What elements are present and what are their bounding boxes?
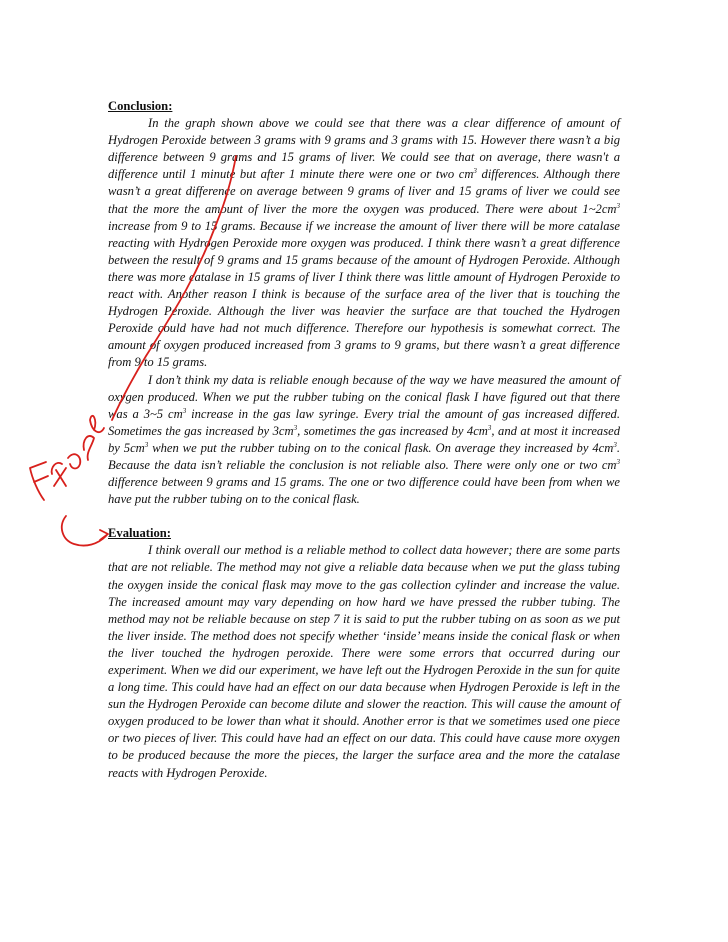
document-body bbox=[108, 98, 620, 782]
superscript: 3 bbox=[182, 406, 187, 415]
text-run: I don’t think my data is reliable enough because of the way we have measured the amount of oxygen produced. When we put the rubber tubing on the conical flask I have figured out that there was a 3~5 cm bbox=[108, 372, 620, 421]
superscript: 3 bbox=[293, 423, 298, 432]
text-run: increase in the gas law syringe. Every trial the amount of gas increased differed. Sometimes the gas increased by 3cm bbox=[108, 406, 620, 438]
arrow-stroke bbox=[62, 516, 108, 546]
text-run: when we put the rubber tubing on to the conical flask. On average they increased by 4cm bbox=[148, 440, 614, 455]
text-run: . Because the data isn’t reliable the conclusion is not reliable also. There were only one or two cm bbox=[108, 440, 620, 472]
evaluation-paragraph: I think overall our method is a reliable method to collect data however; there are some parts that are not reliable. The method may not give a reliable data because when we put the glass tubing the oxygen inside the conical flask may move to the gas collection cylinder and increase the value. The increased amount may vary depending on how hard we have pressed the rubber tubing. The method may not be reliable because on step 7 it is said to put the rubber tubing on as soon as we put the liver inside. The method does not specify whether ‘inside’ means inside the conical flask or when the liver touched the hydrogen peroxide. There were some errors that occurred during our experiment. When we did our experiment, we have left out the Hydrogen Peroxide in the sun for quite a long time. This could have had an effect on our data because when Hydrogen Peroxide is left in the sun the Hydrogen Peroxide can become dilute and slower the reaction. This will cause the amount of oxygen produced to be lower than what it should. Another error is that we sometimes used one piece or two pieces of liver. This could have had an effect on our data. This could have cause more oxygen to be produced because the more the pieces, the larger the surface area and the more the catalase reacts with Hydrogen Peroxide. bbox=[108, 543, 620, 780]
evaluation-heading: Evaluation: bbox=[108, 526, 171, 541]
text-run: difference between 9 grams and 15 grams. The one or two difference could have been from when we have put the rubber tubing on to the conical flask. bbox=[108, 475, 620, 507]
conclusion-paragraph-2 bbox=[108, 372, 620, 509]
text-run: In the graph shown above we could see that there was a clear difference of amount of Hydrogen Peroxide between 3 grams with 9 grams and 3 grams with 15. However there wasn’t a big difference between 9 grams and 15 grams of liver. We could see that on average, there wasn't a difference until 1 minute but after 1 minute there were one or two cm bbox=[108, 116, 620, 182]
superscript: 3 bbox=[487, 423, 492, 432]
text-run: , and at most it increased by 5cm bbox=[108, 423, 620, 455]
superscript: 3 bbox=[613, 440, 617, 449]
superscript: 3 bbox=[144, 440, 149, 449]
superscript: 3 bbox=[473, 167, 477, 176]
excellent-handwriting-stroke bbox=[30, 416, 104, 500]
section-gap bbox=[108, 508, 620, 525]
conclusion-heading: Conclusion: bbox=[108, 99, 173, 113]
conclusion-paragraph-1 bbox=[108, 115, 620, 371]
superscript: 3 bbox=[616, 457, 620, 466]
text-run: differences. Although there wasn’t a great difference on average between 9 grams of liver and 15 grams of liver we could see that the more the amount of liver the more the oxygen was produced. There were about 1~2cm bbox=[108, 167, 620, 216]
superscript: 3 bbox=[616, 201, 620, 210]
text-run: increase from 9 to 15 grams. Because if we increase the amount of liver there will be more catalase reacting with Hydrogen Peroxide more oxygen was produced. I think there wasn’t a great difference between the result of 9 grams and 15 grams because of the amount of Hydrogen Peroxide. Although there was more catalase in 15 grams of liver I think there was little amount of Hydrogen Peroxide to react with. Another reason I think is because of the surface area of the liver that is touching the Hydrogen Peroxide. Although the liver was heavier the surface are that touched the Hydrogen Peroxide could have had not much difference. Therefore our hypothesis is somewhat correct. The amount of oxygen produced increased from 3 grams to 9 grams, but there wasn’t a great difference from 9 to 15 grams. bbox=[108, 218, 620, 370]
text-run: , sometimes the gas increased by 4cm bbox=[297, 423, 488, 438]
